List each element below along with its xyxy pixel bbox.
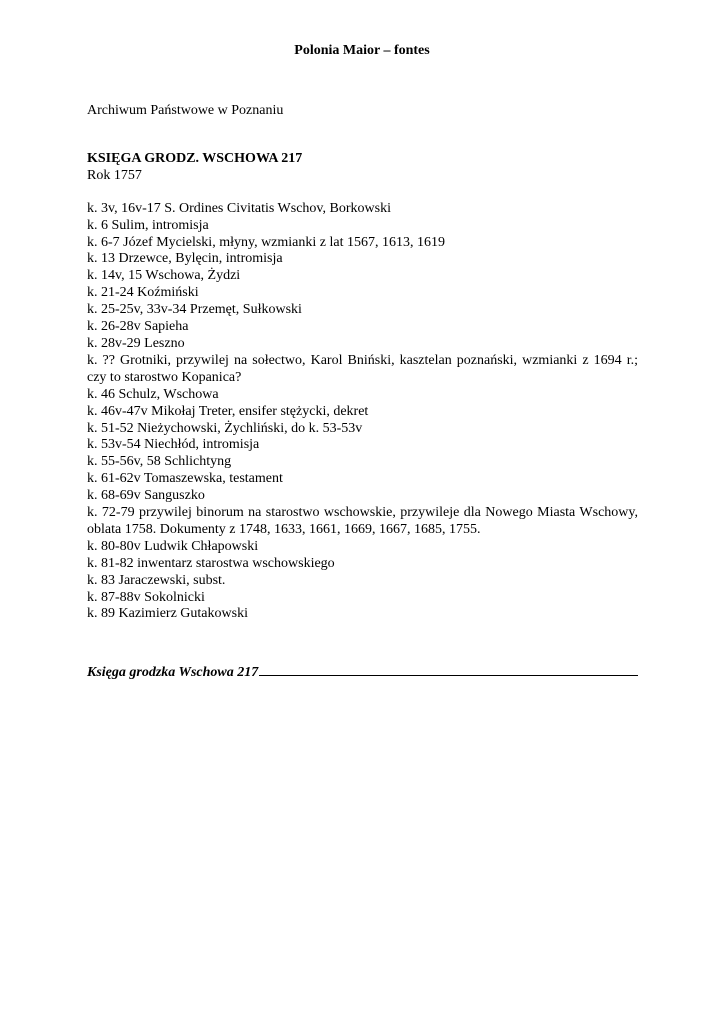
archive-name: Archiwum Państwowe w Poznaniu <box>87 103 284 118</box>
entry-item: k. 21-24 Koźmiński <box>87 285 199 301</box>
footer-title: Księga grodzka Wschowa 217 <box>87 665 259 680</box>
entry-item: k. 6 Sulim, intromisja <box>87 217 209 233</box>
entry-item: k. 46 Schulz, Wschowa <box>87 386 219 402</box>
entry-item: k. ?? Grotniki, przywilej na sołectwo, Karol Bniński, kasztelan poznański, wzmianki z 1694 r.; czy to starostwo Kopanica? <box>87 352 638 385</box>
entry-item: k. 46v-47v Mikołaj Treter, ensifer stężycki, dekret <box>87 403 369 419</box>
entry-item: k. 28v-29 Leszno <box>87 335 185 351</box>
entry-item: k. 87-88v Sokolnicki <box>87 589 205 605</box>
footer-underline <box>259 663 638 676</box>
book-year: Rok 1757 <box>87 167 142 183</box>
entry-item: k. 26-28v Sapieha <box>87 319 189 335</box>
entry-item: k. 61-62v Tomaszewska, testament <box>87 471 283 487</box>
entry-list <box>87 201 638 624</box>
entry-item: k. 83 Jaraczewski, subst. <box>87 572 226 588</box>
entry-item: k. 81-82 inwentarz starostwa wschowskiego <box>87 555 335 571</box>
entry-item: k. 13 Drzewce, Bylęcin, intromisja <box>87 251 283 267</box>
page-header: Polonia Maior – fontes <box>294 43 430 58</box>
entry-item: k. 55-56v, 58 Schlichtyng <box>87 454 232 470</box>
entry-item: k. 53v-54 Niechłód, intromisja <box>87 437 260 453</box>
entry-item: k. 68-69v Sanguszko <box>87 488 205 504</box>
entry-item: k. 3v, 16v-17 S. Ordines Civitatis Wschov, Borkowski <box>87 200 391 216</box>
entry-item: k. 72-79 przywilej binorum na starostwo wschowskie, przywileje dla Nowego Miasta Wschowy, oblata 1758. Dokumenty z 1748, 1633, 1661, 1669, 1667, 1685, 1755. <box>87 505 638 537</box>
document-body <box>87 103 638 623</box>
entry-item: k. 14v, 15 Wschowa, Żydzi <box>87 268 241 284</box>
book-title: KSIĘGA GRODZ. WSCHOWA 217 <box>87 150 303 166</box>
entry-item: k. 51-52 Nieżychowski, Żychliński, do k. 53-53v <box>87 420 363 436</box>
entry-item: k. 80-80v Ludwik Chłapowski <box>87 538 259 554</box>
entry-item: k. 25-25v, 33v-34 Przemęt, Sułkowski <box>87 302 302 318</box>
footer-line <box>87 663 638 682</box>
entry-item: k. 6-7 Józef Mycielski, młyny, wzmianki z lat 1567, 1613, 1619 <box>87 234 445 250</box>
entry-item: k. 89 Kazimierz Gutakowski <box>87 606 248 622</box>
